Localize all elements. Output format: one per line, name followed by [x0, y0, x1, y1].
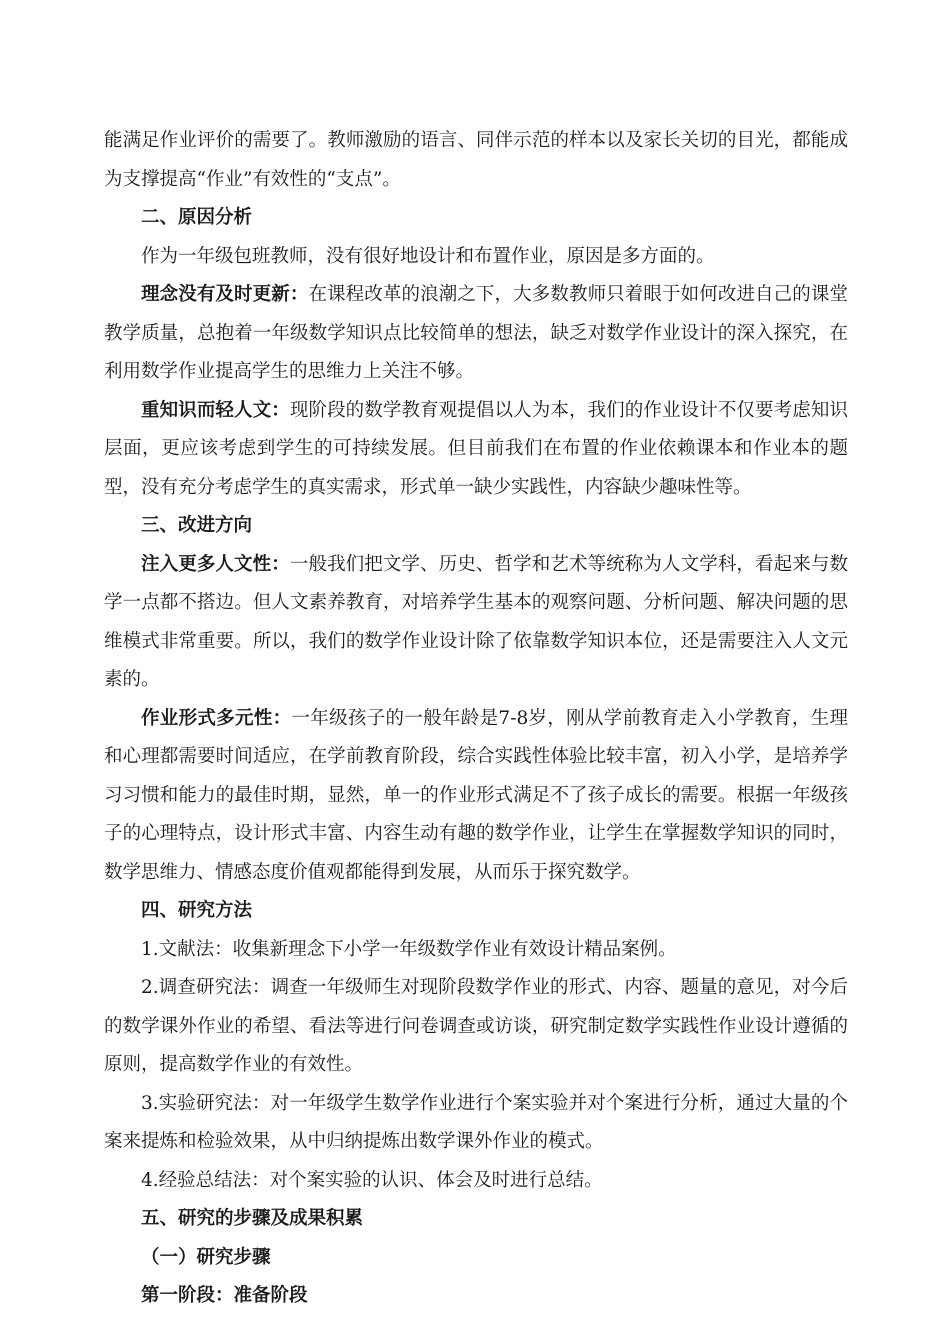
subsection-heading-steps: （一）研究步骤 — [141, 1246, 271, 1268]
cause-item-label: 理念没有及时更新： — [141, 284, 309, 305]
improvement-item-label: 注入更多人文性： — [141, 553, 290, 575]
cause-item-paragraph — [104, 276, 848, 392]
improvement-item-paragraph — [104, 700, 848, 893]
cause-intro-paragraph: 作为一年级包班教师，没有很好地设计和布置作业，原因是多方面的。 — [141, 245, 715, 267]
improvement-item-paragraph — [104, 546, 848, 700]
section-heading-improvement: 三、改进方向 — [141, 515, 253, 536]
cause-item-paragraph — [104, 392, 848, 508]
section-heading-steps: 五、研究的步骤及成果积累 — [141, 1208, 364, 1229]
document-body — [104, 122, 848, 1316]
method-paragraph: 2.调查研究法：调查一年级师生对现阶段数学作业的形式、内容、题量的意见，对今后的数学课外作业的希望、看法等进行问卷调查或访谈，研究制定数学实践性作业设计遵循的原则，提高数学作业的有效性。 — [104, 977, 848, 1075]
method-paragraph: 1.文献法：收集新理念下小学一年级数学作业有效设计精品案例。 — [141, 938, 677, 960]
section-heading-methods: 四、研究方法 — [141, 900, 253, 921]
continuation-paragraph: 能满足作业评价的需要了。教师激励的语言、同伴示范的样本以及家长关切的目光，都能成为支撑提高“作业”有效性的“支点”。 — [104, 130, 848, 190]
method-paragraph: 3.实验研究法：对一年级学生数学作业进行个案实验并对个案进行分析，通过大量的个案来提炼和检验效果，从中归纳提炼出数学课外作业的模式。 — [104, 1092, 848, 1152]
cause-item-label: 重知识而轻人文： — [141, 399, 290, 421]
cause-item-text: 现阶段的数学教育观提倡以人为本，我们的作业设计不仅要考虑知识层面，更应该考虑到学生的可持续发展。但目前我们在布置的作业依赖课本和作业本的题型，没有充分考虑学生的真实需求，形式单一缺少实践性，内容缺少趣味性等。 — [104, 399, 848, 498]
cause-item-text: 在课程改革的浪潮之下，大多数教师只着眼于如何改进自己的课堂教学质量，总抱着一年级数学知识点比较简单的想法，缺乏对数学作业设计的深入探究，在利用数学作业提高学生的思维力上关注不够。 — [104, 284, 848, 382]
method-paragraph: 4.经验总结法：对个案实验的认识、体会及时进行总结。 — [141, 1169, 603, 1191]
improvement-item-text: 一年级孩子的一般年龄是7-8岁，刚从学前教育走入小学教育，生理和心理都需要时间适应，在学前教育阶段，综合实践性体验比较丰富，初入小学，是培养学习习惯和能力的最佳时期，显然，单一的作业形式满足不了孩子成长的需要。根据一年级孩子的心理特点，设计形式丰富、内容生动有趣的数学作业，让学生在掌握数学知识的同时，数学思维力、情感态度价值观都能得到发展，从而乐于探究数学。 — [104, 707, 848, 883]
stage-heading: 第一阶段：准备阶段 — [141, 1285, 308, 1306]
improvement-item-text: 一般我们把文学、历史、哲学和艺术等统称为人文学科，看起来与数学一点都不搭边。但人文素养教育，对培养学生基本的观察问题、分析问题、解决问题的思维模式非常重要。所以，我们的数学作业设计除了依靠数学知识本位，还是需要注入人文元素的。 — [104, 553, 848, 690]
improvement-item-label: 作业形式多元性： — [141, 707, 292, 729]
section-heading-cause-analysis: 二、原因分析 — [141, 207, 253, 228]
